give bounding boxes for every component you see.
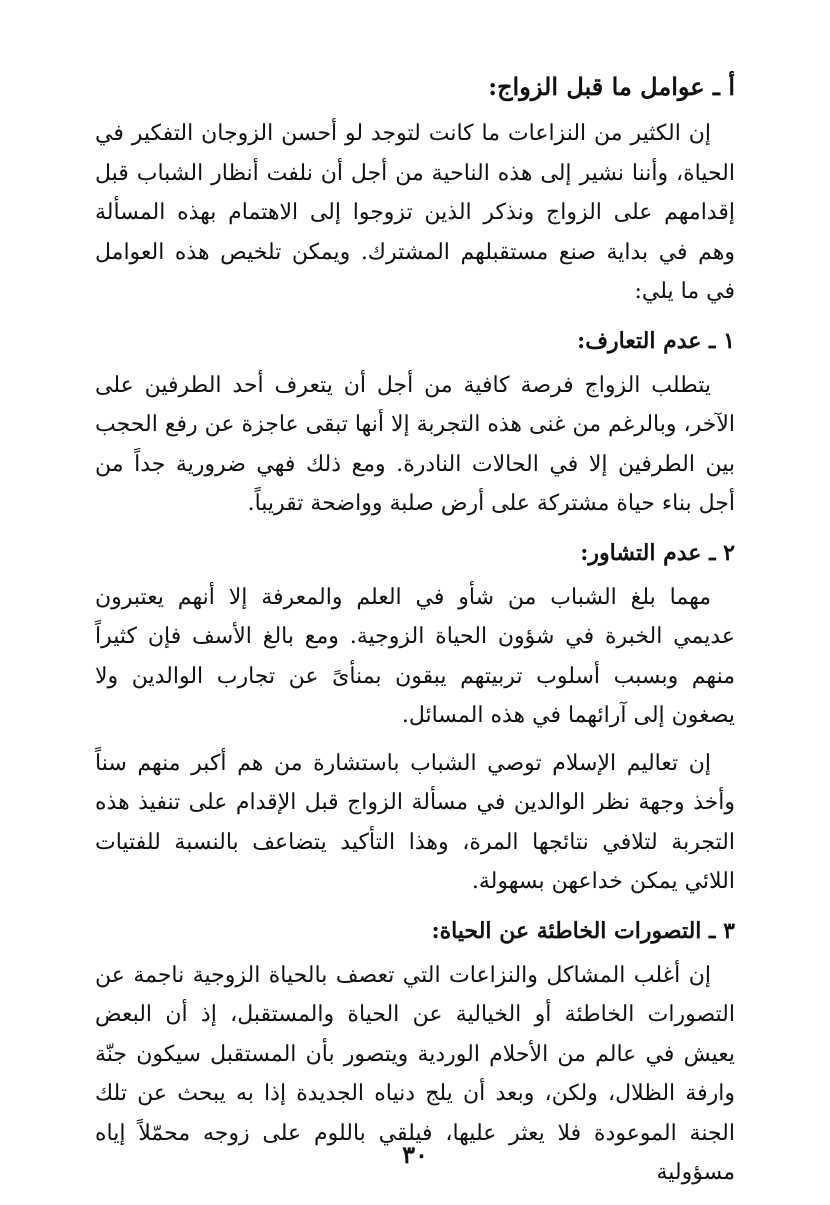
section-heading-pre-marriage-factors: أ ـ عوامل ما قبل الزواج:: [488, 72, 735, 101]
paragraph-consultation-2: إن تعاليم الإسلام توصي الشباب باستشارة من هم أكبر منهم سناً وأخذ وجهة نظر الوالدين في مسألة الزواج قبل الإقدام على تنفيذ هذه التجربة لتلافي نتائجها المرة، وهذا التأكيد يتضاعف بالنسبة للفتيات اللائي يمكن خداعهن بسهولة.: [95, 750, 735, 894]
section-heading-lack-of-acquaintance: ١ ـ عدم التعارف:: [577, 327, 735, 354]
book-page: [95, 70, 735, 1205]
paragraph-consultation-1: مهما بلغ الشباب من شأو في العلم والمعرفة إلا أنهم يعتبرون عديمي الخبرة في شؤون الحياة الزوجية. ومع بالغ الأسف فإن كثيراً منهم وبسبب أسلوب تربيتهم يبقون بمنأىً عن تجارب الوالدين ولا يصغون إلى آرائهما في هذه المسائل.: [95, 584, 735, 728]
paragraph-acquaintance: يتطلب الزواج فرصة كافية من أجل أن يتعرف أحد الطرفين على الآخر، وبالرغم من غنى هذه التجربة إلا أنها تبقى عاجزة عن رفع الحجب بين الطرفين إلا في الحالات النادرة. ومع ذلك فهي ضرورية جداً من أجل بناء حياة مشتركة على أرض صلبة وواضحة تقريباً.: [95, 372, 735, 516]
paragraph-perceptions: إن أغلب المشاكل والنزاعات التي تعصف بالحياة الزوجية ناجمة عن التصورات الخاطئة أو الخيالية عن الحياة والمستقبل، إذ أن البعض يعيش في عالم من الأحلام الوردية ويتصور بأن المستقبل سيكون جنّة وارفة الظلال، ولكن، وبعد أن يلج دنياه الجديدة إذا به يبحث عن تلك الجنة الموعودة فلا يعثر عليها، فيلقي باللوم على زوجه محمّلاً إياه مسؤولية: [95, 962, 735, 1185]
paragraph-intro: إن الكثير من النزاعات ما كانت لتوجد لو أحسن الزوجان التفكير في الحياة، وأننا نشير إلى هذه الناحية من أجل أن نلفت أنظار الشباب قبل إقدامهم على الزواج ونذكر الذين تزوجوا إلى الاهتمام بهذه المسألة وهم في بداية صنع مستقبلهم المشترك. ويمكن تلخيص هذه العوامل في ما يلي:: [95, 121, 735, 304]
page-number: ٣٠: [402, 1140, 428, 1169]
section-heading-wrong-perceptions: ٣ ـ التصورات الخاطئة عن الحياة:: [431, 917, 735, 944]
section-heading-lack-of-consultation: ٢ ـ عدم التشاور:: [580, 539, 735, 566]
